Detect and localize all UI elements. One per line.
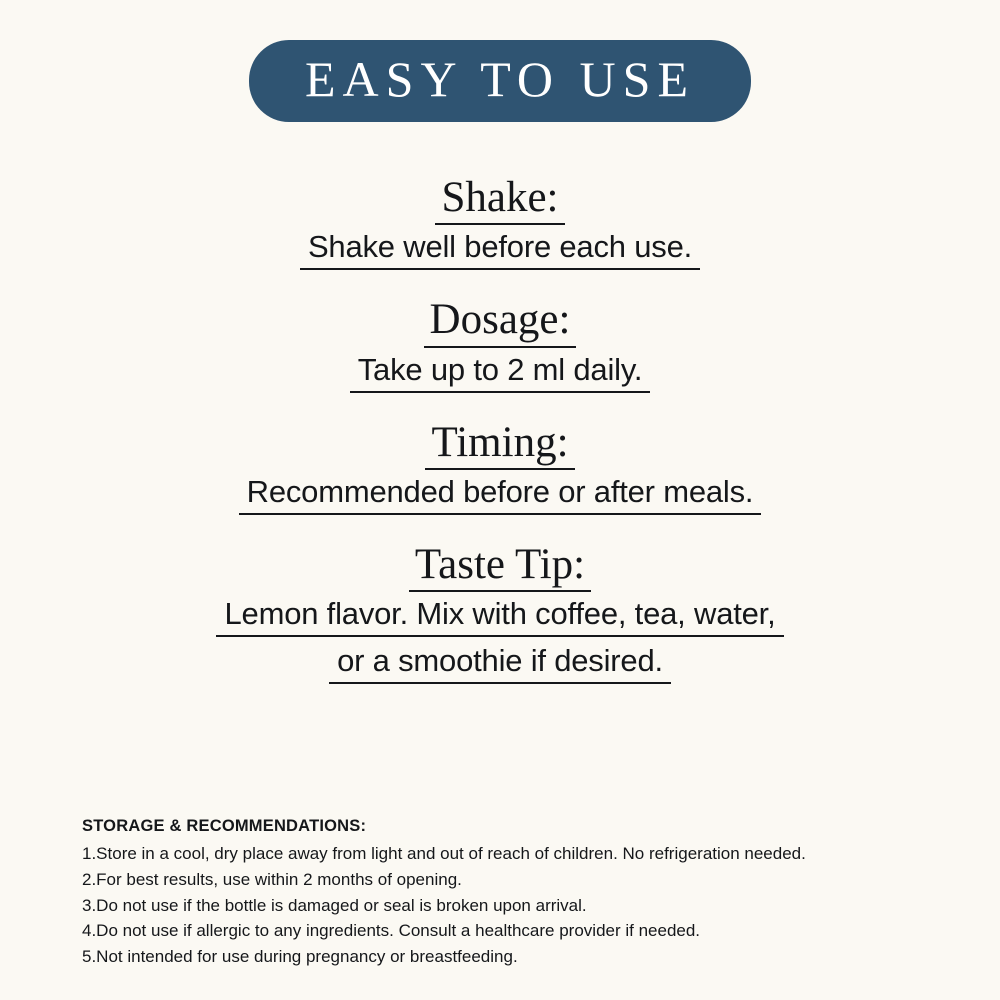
header-pill — [249, 40, 751, 122]
instruction-block-shake — [0, 174, 1000, 270]
page-title: EASY TO USE — [304, 51, 695, 107]
storage-item: 2.For best results, use within 2 months of opening. — [82, 869, 462, 889]
instruction-heading: Shake: — [435, 174, 564, 225]
storage-item: 4.Do not use if allergic to any ingredients. Consult a healthcare provider if needed. — [82, 921, 701, 941]
instruction-line: Lemon flavor. Mix with coffee, tea, water, — [216, 592, 783, 637]
storage-title: STORAGE & RECOMMENDATIONS: — [82, 816, 367, 835]
header — [0, 0, 1000, 122]
storage-recommendations — [82, 817, 930, 970]
instruction-line: Recommended before or after meals. — [239, 470, 762, 515]
instruction-line: Shake well before each use. — [300, 225, 700, 270]
instruction-block-taste-tip — [0, 541, 1000, 684]
storage-item: 1.Store in a cool, dry place away from light and out of reach of children. No refrigeration needed. — [82, 843, 806, 863]
instruction-block-dosage — [0, 296, 1000, 392]
storage-item: 3.Do not use if the bottle is damaged or seal is broken upon arrival. — [82, 895, 587, 915]
instruction-block-timing — [0, 419, 1000, 515]
instruction-heading: Timing: — [425, 419, 574, 470]
instruction-heading: Dosage: — [424, 296, 577, 347]
instruction-line: or a smoothie if desired. — [329, 639, 671, 684]
instruction-line: Take up to 2 ml daily. — [350, 348, 651, 393]
instruction-heading: Taste Tip: — [409, 541, 591, 592]
instructions-list — [0, 174, 1000, 710]
storage-item: 5.Not intended for use during pregnancy or breastfeeding. — [82, 947, 518, 967]
